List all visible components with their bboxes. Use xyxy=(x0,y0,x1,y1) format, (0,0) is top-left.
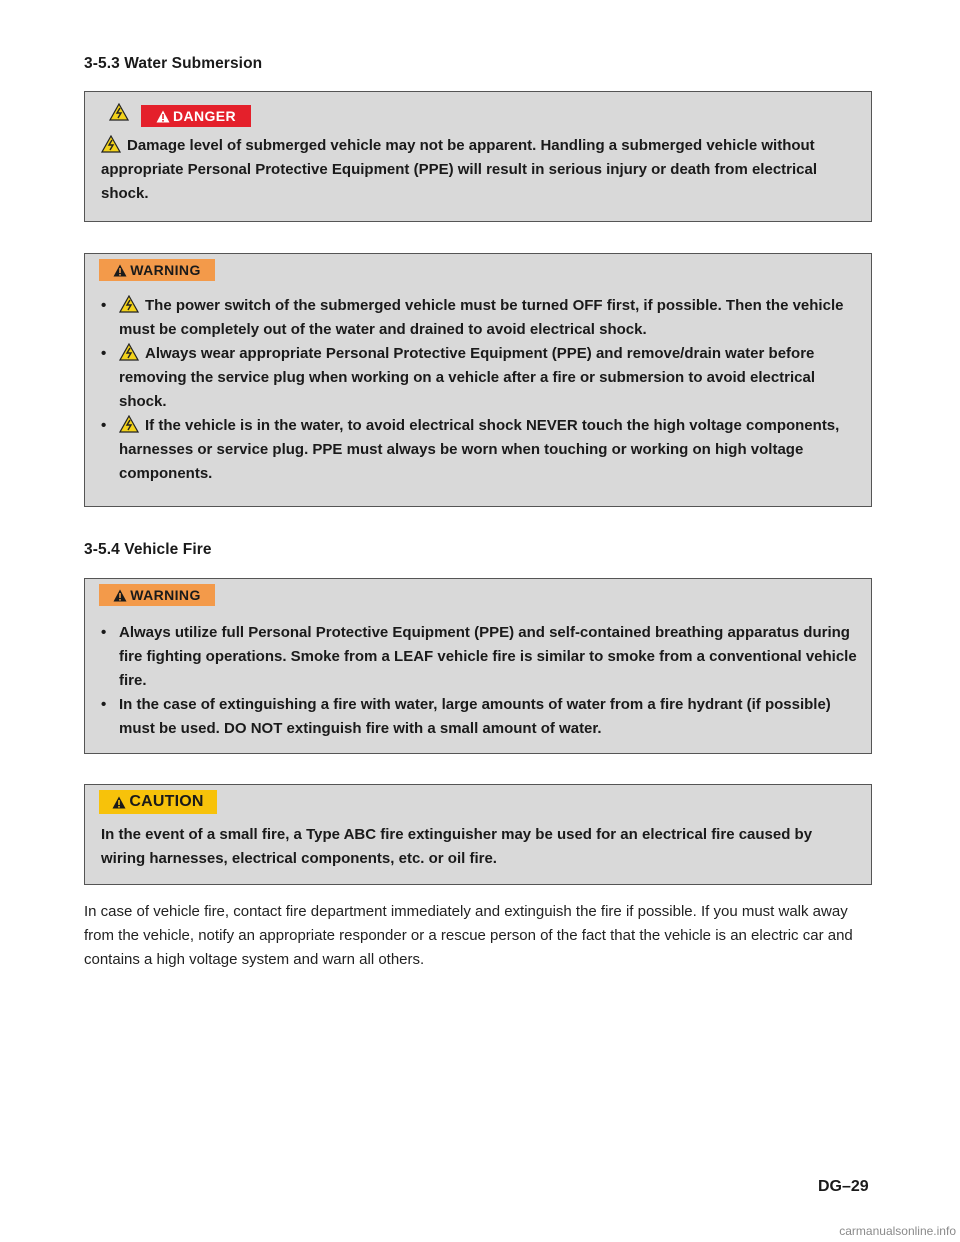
list-item xyxy=(89,342,859,414)
section-heading-vehicle-fire: 3-5.4 Vehicle Fire xyxy=(84,541,212,558)
alert-triangle-icon xyxy=(113,589,127,602)
caution-box xyxy=(84,784,872,885)
alert-triangle-icon xyxy=(112,796,126,809)
danger-text: Damage level of submerged vehicle may not be apparent. Handling a submerged vehicle without appropriate Personal Protective Equipment (PPE) will result in serious injury or death from electrical shock. xyxy=(101,137,818,202)
danger-box xyxy=(84,91,872,222)
high-voltage-icon xyxy=(119,343,139,361)
page-number: DG–29 xyxy=(818,1178,869,1195)
warning-box-submersion xyxy=(84,253,872,507)
warning-box-fire xyxy=(84,578,872,754)
warning-item-text: The power switch of the submerged vehicle must be turned OFF first, if possible. Then the vehicle must be completely out of the water and drained to avoid electrical shock. xyxy=(119,297,844,338)
watermark: carmanualsonline.info xyxy=(839,1224,956,1238)
body-paragraph: In case of vehicle fire, contact fire department immediately and extinguish the fire if possible. If you must walk away from the vehicle, notify an appropriate responder or a rescue person of the fact that the vehicle is an electric car and contains a high voltage system and warn all others. xyxy=(84,903,853,968)
warning-item-text: If the vehicle is in the water, to avoid electrical shock NEVER touch the high voltage components, harnesses or service plug. PPE must always be worn when touching or working on high voltage components. xyxy=(119,417,840,482)
section-heading-water-submersion: 3-5.3 Water Submersion xyxy=(84,55,263,72)
danger-badge xyxy=(141,105,251,127)
warning-item-text: Always utilize full Personal Protective Equipment (PPE) and self-contained breathing apparatus during fire fighting operations. Smoke from a LEAF vehicle fire is similar to smoke from a conventional vehicle fire. xyxy=(119,624,857,689)
list-item xyxy=(89,414,859,486)
caution-badge xyxy=(99,790,217,814)
warning-item-text: Always wear appropriate Personal Protective Equipment (PPE) and remove/drain water before removing the service plug when working on a vehicle after a fire or submersion to avoid electrical shock. xyxy=(119,345,816,410)
caution-text: In the event of a small fire, a Type ABC fire extinguisher may be used for an electrical fire caused by wiring harnesses, electrical components, etc. or oil fire. xyxy=(101,826,813,867)
list-item xyxy=(89,693,867,741)
danger-badge-label: DANGER xyxy=(172,108,237,124)
warning-badge-label: WARNING xyxy=(130,262,201,278)
alert-triangle-icon xyxy=(113,264,127,277)
list-item xyxy=(89,294,859,342)
warning-badge xyxy=(99,259,215,281)
high-voltage-icon xyxy=(119,415,139,433)
high-voltage-icon xyxy=(109,103,129,121)
alert-triangle-icon xyxy=(156,110,170,123)
caution-badge-label: CAUTION xyxy=(129,793,204,810)
warning-badge xyxy=(99,584,215,606)
warning-badge-label: WARNING xyxy=(130,587,201,603)
warning-item-text: In the case of extinguishing a fire with water, large amounts of water from a fire hydrant (if possible) must be used. DO NOT extinguish fire with a small amount of water. xyxy=(119,696,831,737)
high-voltage-icon xyxy=(119,295,139,313)
warning-list xyxy=(89,294,859,486)
high-voltage-icon xyxy=(101,135,121,153)
danger-text-block xyxy=(101,134,831,206)
warning-list xyxy=(89,621,867,741)
list-item xyxy=(89,621,867,693)
